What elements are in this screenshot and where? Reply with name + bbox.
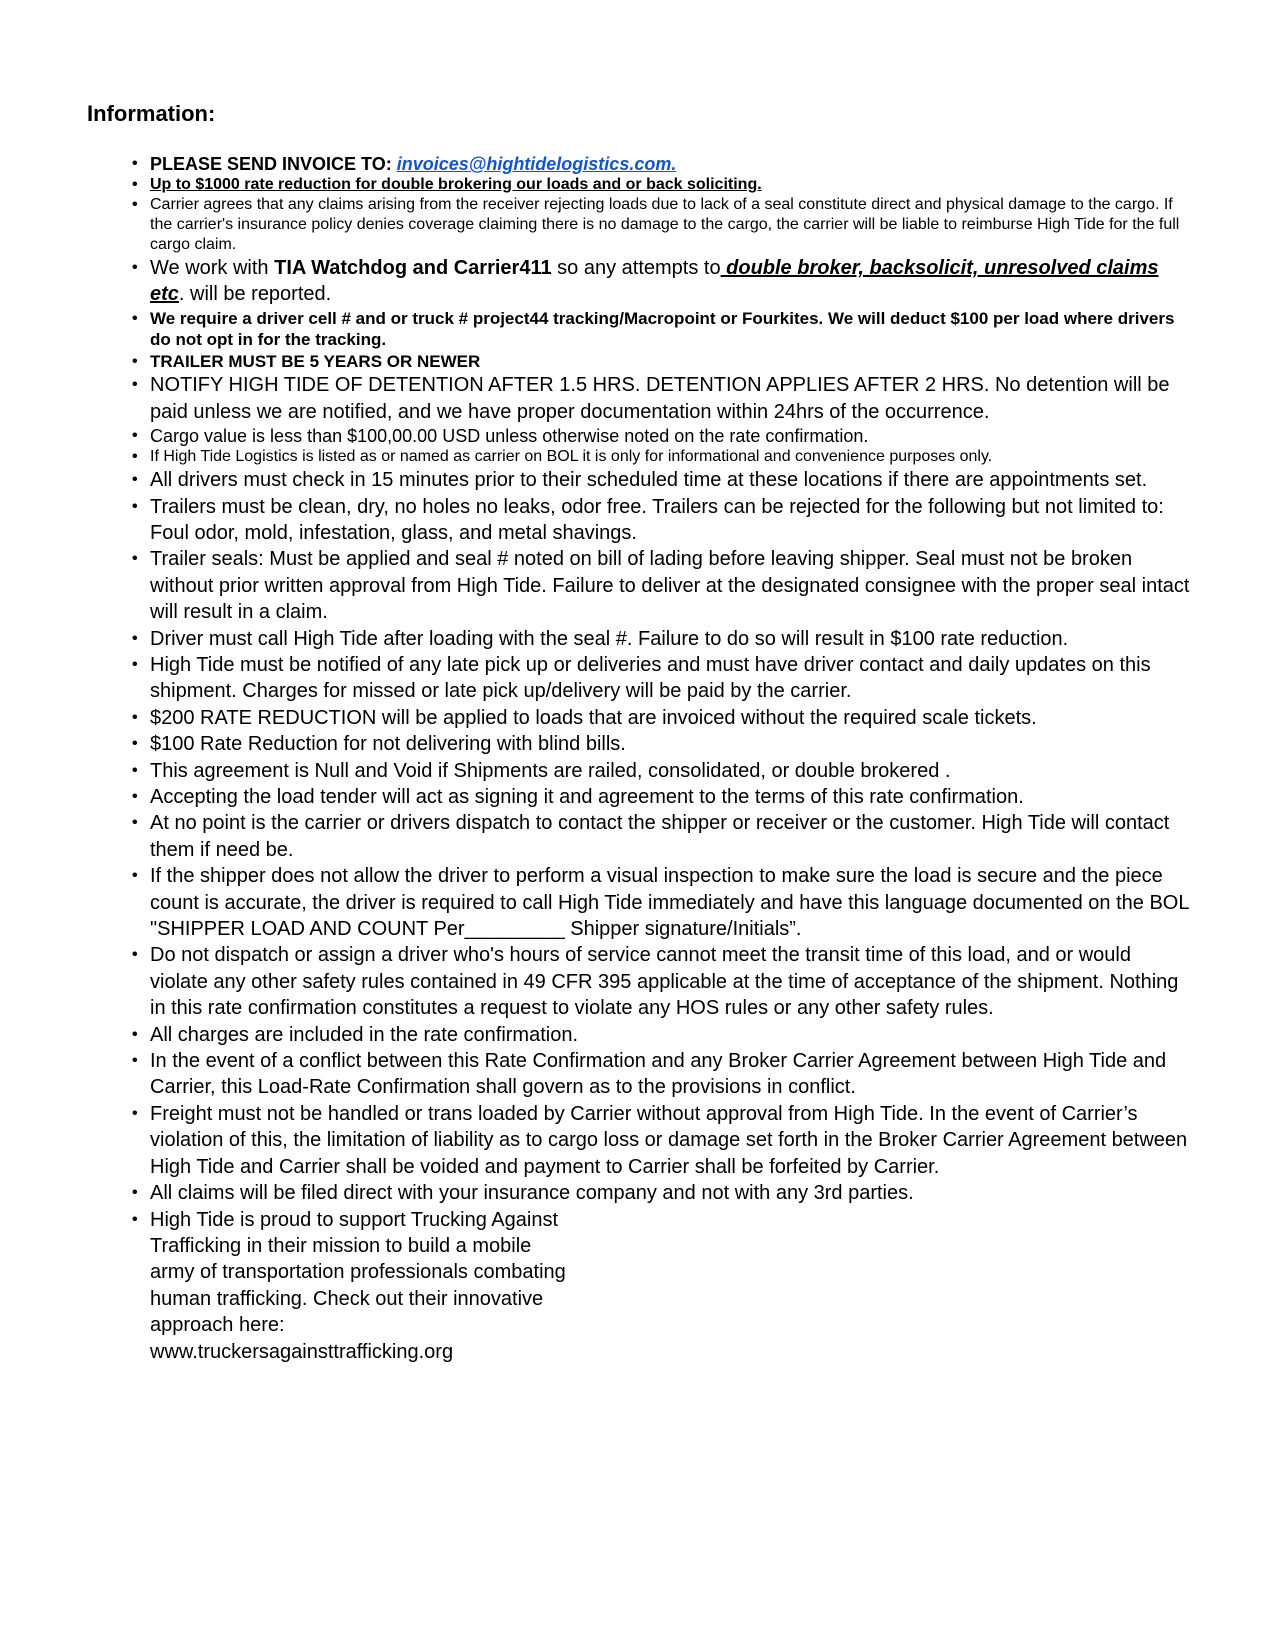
- terms-list: [132, 153, 1192, 1365]
- list-item-tracking: [132, 308, 1192, 351]
- list-item-seal-claims: [132, 195, 1192, 255]
- list-item-text: High Tide must be notified of any late pick up or deliveries and must have driver contact and daily updates on this shipment. Charges for missed or late pick up/delivery will be paid by the carrier.: [150, 653, 1151, 703]
- seal-claims-text: Carrier agrees that any claims arising from the receiver rejecting loads due to lack of a seal constitute direct and physical damage to the cargo. If the carrier's insurance policy denies coverage claiming there is no damage to the cargo, the carrier will be liable to reimburse High Tide for the full cargo claim.: [150, 196, 1180, 253]
- list-item-text: This agreement is Null and Void if Shipments are railed, consolidated, or double brokered .: [150, 759, 951, 782]
- list-item: [132, 546, 1192, 625]
- list-item: [132, 705, 1192, 731]
- list-item-text: In the event of a conflict between this Rate Confirmation and any Broker Carrier Agreement between High Tide and Carrier, this Load-Rate Confirmation shall govern as to the provisions in conflict.: [150, 1050, 1167, 1099]
- list-item: [132, 863, 1192, 942]
- list-item: [132, 652, 1192, 705]
- trailer-age-text: TRAILER MUST BE 5 YEARS OR NEWER: [150, 351, 481, 371]
- list-item: [132, 810, 1192, 863]
- list-item: [132, 494, 1192, 547]
- watchdog-middle: so any attempts to: [551, 257, 721, 279]
- watchdog-suffix: . will be reported.: [178, 283, 332, 306]
- list-item: [132, 1022, 1192, 1048]
- list-item-invoice: [132, 153, 1192, 175]
- list-item-text: Freight must not be handled or trans loaded by Carrier without approval from High Tide. In the event of Carrier’s violation of this, the limitation of liability as to cargo loss or damage set forth in the Broker Carrier Agreement between High Tide and Carrier shall be voided and payment to Carrier shall be forfeited by Carrier.: [150, 1102, 1188, 1178]
- list-item-text: All drivers must check in 15 minutes prior to their scheduled time at these locations if there are appointments set.: [150, 469, 1148, 492]
- list-item-tat: [132, 1207, 1192, 1365]
- list-item-text: If the shipper does not allow the driver to perform a visual inspection to make sure the load is secure and the piece count is accurate, the driver is required to call High Tide immediately and have this language documented on the BOL "SHIPPER LOAD AND COUNT Per_________ Shipper signature/Initials”.: [150, 865, 1189, 941]
- list-item-text: $100 Rate Reduction for not delivering with blind bills.: [150, 733, 626, 756]
- list-item-trailer-age: [132, 351, 1192, 373]
- list-item-text: Cargo value is less than $100,00.00 USD unless otherwise noted on the rate confirmation.: [150, 426, 869, 447]
- list-item-text: If High Tide Logistics is listed as or named as carrier on BOL it is only for informational and convenience purposes only.: [150, 448, 993, 466]
- double-brokering-text: Up to $1000 rate reduction for double brokering our loads and or back soliciting.: [150, 176, 762, 193]
- list-item-double-brokering: [132, 175, 1192, 195]
- list-item: [132, 784, 1192, 810]
- list-item: [132, 731, 1192, 757]
- list-item-text: NOTIFY HIGH TIDE OF DETENTION AFTER 1.5 HRS. DETENTION APPLIES AFTER 2 HRS. No detention will be paid unless we are notified, and we have proper documentation within 24hrs of the occurrence.: [150, 374, 1170, 423]
- list-item-watchdog: [132, 255, 1192, 308]
- list-item-text: Driver must call High Tide after loading with the seal #. Failure to do so will result in $100 rate reduction.: [150, 627, 1069, 650]
- list-item: [132, 1101, 1192, 1180]
- invoice-label: PLEASE SEND INVOICE TO:: [150, 154, 392, 174]
- watchdog-prefix: We work with: [150, 257, 275, 279]
- list-item-text: All claims will be filed direct with your insurance company and not with any 3rd parties.: [150, 1182, 914, 1205]
- invoice-email-suffix: .: [671, 154, 677, 174]
- invoice-email-link[interactable]: invoices@hightidelogistics.com: [396, 154, 672, 174]
- list-item: [132, 1180, 1192, 1206]
- list-item: [132, 467, 1192, 493]
- watchdog-emphasis: double broker, backsolicit, unresolved claims etc: [150, 257, 1159, 306]
- list-item: [132, 942, 1192, 1021]
- list-item-text: $200 RATE REDUCTION will be applied to loads that are invoiced without the required scale tickets.: [150, 706, 1037, 729]
- tat-text: • High Tide is proud to support Trucking Against Trafficking in their mission to build a mobile army of transportation professionals combating human trafficking. Check out their innovative approach here: www.truckersagainsttrafficking.org: [150, 1208, 566, 1363]
- list-item-text: Accepting the load tender will act as signing it and agreement to the terms of this rate confirmation.: [150, 786, 1024, 808]
- list-item-text: At no point is the carrier or drivers dispatch to contact the shipper or receiver or the customer. High Tide will contact them if need be.: [150, 812, 1170, 861]
- list-item-text: Trailers must be clean, dry, no holes no leaks, odor free. Trailers can be rejected for the following but not limited to: Foul odor, mold, infestation, glass, and metal shavings.: [150, 495, 1164, 544]
- list-item: [132, 758, 1192, 784]
- list-item-text: Trailer seals: Must be applied and seal # noted on bill of lading before leaving shipper. Seal must not be broken without prior written approval from High Tide. Failure to deliver at the designated consignee with the proper seal intact will result in a claim.: [150, 548, 1190, 624]
- tracking-text: We require a driver cell # and or truck # project44 tracking/Macropoint or Fourkites. We will deduct $100 per load where drivers do not opt in for the tracking.: [150, 308, 1175, 350]
- list-item-text: All charges are included in the rate confirmation.: [150, 1023, 579, 1046]
- list-item: [132, 1048, 1192, 1101]
- list-item: [132, 372, 1192, 425]
- list-item-text: Do not dispatch or assign a driver who's hours of service cannot meet the transit time of this load, and or would violate any other safety rules contained in 49 CFR 395 applicable at the time of acceptance of the shipment. Nothing in this rate confirmation constitutes a request to violate any HOS rules or any other safety rules.: [150, 944, 1179, 1020]
- list-item: [132, 626, 1192, 652]
- list-item: [132, 447, 1192, 467]
- list-item: [132, 425, 1192, 447]
- page-title: Information:: [87, 101, 216, 126]
- watchdog-bold: TIA Watchdog and Carrier411: [274, 257, 552, 279]
